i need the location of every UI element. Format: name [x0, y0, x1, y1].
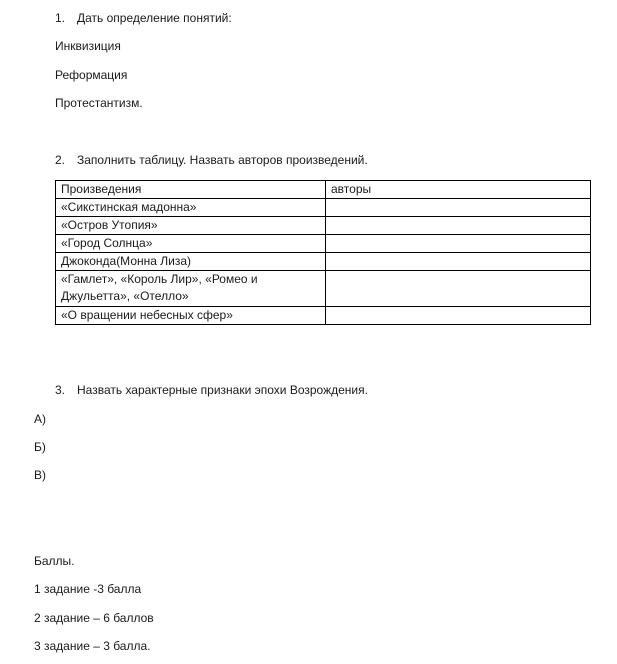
table-row: [56, 253, 591, 271]
work-cell: «Сикстинская мадонна»: [56, 199, 326, 217]
option-b: Б): [34, 440, 46, 454]
task1-heading: [55, 11, 232, 25]
term-inquisition: Инквизиция: [55, 39, 121, 53]
author-cell[interactable]: [326, 235, 591, 253]
table-header-row: [56, 181, 591, 199]
author-cell[interactable]: [326, 217, 591, 235]
score-line: 3 задание – 3 балла.: [34, 639, 151, 653]
task3-title: Назвать характерные признаки эпохи Возрождения.: [77, 383, 368, 397]
work-cell-line: «Гамлет», «Король Лир», «Ромео и: [61, 272, 258, 286]
task3-heading: [55, 383, 368, 397]
table-row: [56, 199, 591, 217]
task2-number: 2.: [55, 153, 66, 167]
score-line: 1 задание -3 балла: [34, 582, 142, 596]
work-cell: «Город Солнца»: [56, 235, 326, 253]
task1-title: Дать определение понятий:: [77, 11, 232, 25]
header-authors: авторы: [326, 181, 591, 199]
term-reformation: Реформация: [55, 68, 128, 82]
option-a: А): [34, 412, 46, 426]
table-row: [56, 307, 591, 325]
author-cell[interactable]: [326, 199, 591, 217]
task1-number: 1.: [55, 11, 66, 25]
work-cell: Джоконда(Монна Лиза): [56, 253, 326, 271]
table-row: [56, 217, 591, 235]
term-protestantism: Протестантизм.: [55, 96, 143, 110]
table-row: [56, 235, 591, 253]
works-authors-table: [55, 180, 591, 325]
author-cell[interactable]: [326, 307, 591, 325]
table-row: [56, 271, 591, 307]
score-line: 2 задание – 6 баллов: [34, 611, 154, 625]
task2-heading: [55, 153, 368, 167]
work-cell: «О вращении небесных сфер»: [56, 307, 326, 325]
header-works: Произведения: [56, 181, 326, 199]
work-cell: «Остров Утопия»: [56, 217, 326, 235]
work-cell-line: Джульетта», «Отелло»: [61, 289, 189, 303]
author-cell[interactable]: [326, 271, 591, 307]
option-v: В): [34, 468, 46, 482]
task3-number: 3.: [55, 383, 66, 397]
work-cell: [56, 271, 326, 307]
task2-title: Заполнить таблицу. Назвать авторов произведений.: [77, 153, 368, 167]
author-cell[interactable]: [326, 253, 591, 271]
scores-title: Баллы.: [34, 554, 75, 568]
